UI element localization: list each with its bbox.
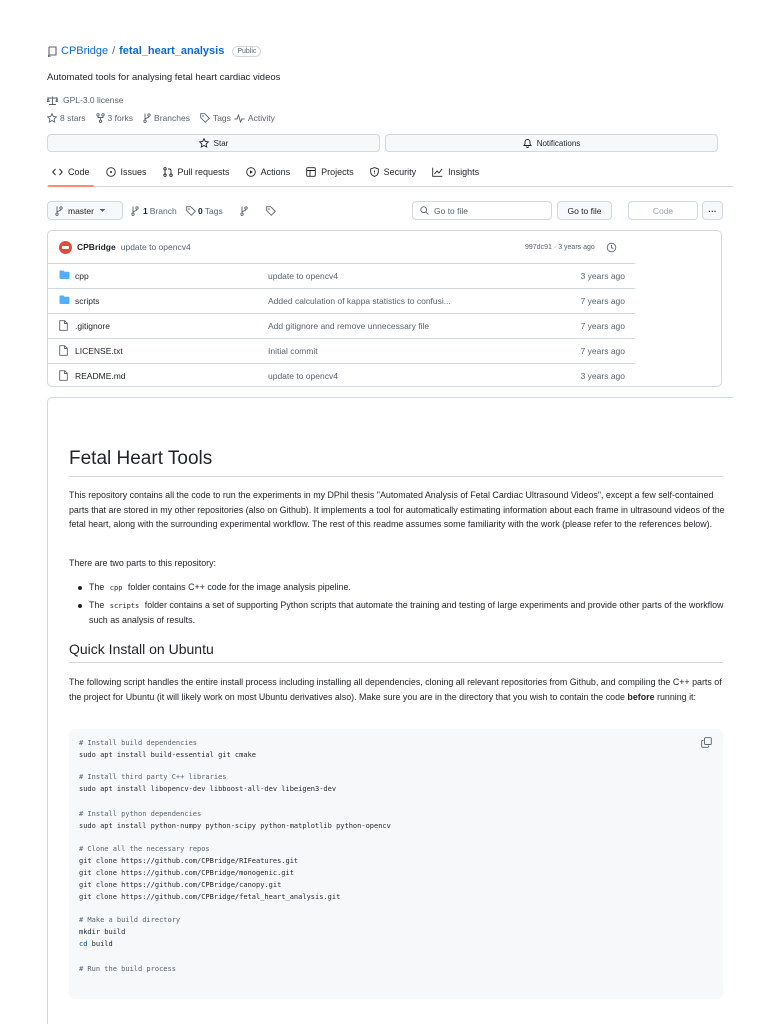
branches-label: Branches [154,113,190,123]
go-to-file-search[interactable] [412,201,552,220]
file-commit-message[interactable]: update to opencv4 [268,371,338,381]
pulse-icon [234,114,245,123]
folder-icon [59,270,70,279]
tag-icon [200,113,210,123]
file-age: 3 years ago [580,371,625,381]
code-icon [52,168,63,176]
tab-insights[interactable] [432,158,479,186]
branches-link[interactable] [143,113,190,123]
commit-hash[interactable]: 997dc91 [525,243,552,251]
bullet-text: folder contains C++ code for the image analysis pipeline. [127,582,351,592]
forks-count: 3 forks [107,113,134,123]
search-icon [420,206,429,215]
repo-separator: / [112,45,116,57]
tab-projects-label: Projects [321,167,354,177]
code-button-label: Code [652,205,674,216]
file-commit-message[interactable]: Initial commit [268,346,318,356]
file-age: 3 years ago [580,271,625,281]
kebab-icon: ··· [708,205,717,216]
file-age: 7 years ago [580,296,625,306]
play-icon [246,167,256,177]
bullet-text: The [89,599,105,610]
file-row[interactable] [48,363,635,388]
file-name[interactable]: cpp [75,271,89,281]
list-item [69,598,725,628]
repo-description: Automated tools for analysing fetal heart cardiac videos [47,72,281,83]
go-to-file-button[interactable] [557,201,612,220]
code-line: sudo apt install build-essential git cmake [79,751,257,759]
tab-security[interactable] [370,158,417,186]
star-icon [199,138,209,148]
branch-selector[interactable] [47,201,123,220]
code-line: mkdir build [79,928,126,936]
stars-link[interactable] [47,113,86,123]
file-row[interactable] [48,263,635,288]
readme-intro: This repository contains all the code to run the experiments in my DPhil thesis "Automated Analysis of Fetal Cardiac Ultrasound Videos", except a few self-contained parts that are stored in my other repositories (also on Github). It implements a tool for automatically estimating information about each frame in ultrasound videos of the fetal heart, along with the surrounding experimental workflow. The rest of this readme assumes some familiarity with the work (please refer to the references below). [69,490,725,530]
forks-link[interactable] [96,113,134,123]
file-row[interactable] [48,313,635,338]
branch-count-label: Branch [149,205,177,216]
tag-count: 0 [198,205,203,216]
notifications-button-label: Notifications [536,138,581,148]
code-line: sudo apt install libopencv-dev libboost-all-dev libeigen3-dev [79,785,337,793]
install-text-bold: before [627,691,655,702]
bell-icon [523,138,532,148]
tab-actions[interactable] [246,158,291,186]
activity-label: Activity [247,113,275,123]
install-text: running it: [657,691,696,702]
code-line: sudo apt install python-numpy python-scipy python-matplotlib python-opencv [79,822,391,830]
readme-panel [47,397,733,1024]
code-arg: build [91,940,113,948]
tab-pull-requests[interactable] [163,158,230,186]
branch-name: master [68,205,94,216]
stars-count: 8 stars [60,113,86,123]
readme-title: Fetal Heart Tools [69,448,723,477]
file-name[interactable]: README.md [75,371,126,381]
branch-icon [143,113,151,123]
file-commit-message[interactable]: Added calculation of kappa statistics to confusi... [268,296,451,306]
code-line: git clone https://github.com/CPBridge/fetal_heart_analysis.git [79,893,341,901]
tab-security-label: Security [383,167,417,177]
repo-icon [47,46,57,57]
license-label: GPL-3.0 license [63,95,124,105]
repo-nav-tabs [47,158,733,187]
commit-age: 3 years ago [558,243,595,251]
tab-code-label: Code [68,167,90,177]
file-browser [47,230,722,387]
tag-count-label: Tags [204,205,223,216]
bullet-text: The [89,582,105,592]
file-commit-message[interactable]: update to opencv4 [268,271,338,281]
code-comment: # Clone all the necessary repos [79,845,210,853]
commit-meta [525,231,617,263]
install-text: The following script handles the entire install process including installing all dependencies, cloning all relevant repositories from Github, and compiling the C++ parts of the project for Ubuntu (it will likely work on most Ubuntu derivatives also). Make sure you are in the directory that you wish to contain the code [69,677,722,702]
more-options-button[interactable] [702,201,723,220]
history-icon[interactable] [606,242,617,253]
pull-request-icon [163,167,173,177]
file-name[interactable]: scripts [75,296,100,306]
install-code-block [69,729,723,999]
avatar[interactable] [59,241,72,254]
branches-count-link[interactable] [131,201,177,220]
code-line: git clone https://github.com/CPBridge/RIFeatures.git [79,857,299,865]
file-icon [59,345,68,356]
star-icon [47,113,57,123]
file-name[interactable]: LICENSE.txt [75,346,123,356]
file-icon [59,320,68,331]
tags-count-link[interactable] [186,201,223,220]
code-line: git clone https://github.com/CPBridge/monogenic.git [79,869,294,877]
tab-actions-label: Actions [260,167,291,177]
code-comment: # Install third party C++ libraries [79,773,227,781]
notifications-button[interactable] [385,134,718,152]
file-commit-message[interactable]: Add gitignore and remove unnecessary file [268,321,430,331]
file-age: 7 years ago [580,321,625,331]
chevron-down-icon [99,208,106,213]
go-to-file-placeholder: Go to file [434,205,469,216]
graph-icon [432,167,443,177]
issue-icon [106,167,116,177]
tab-insights-label: Insights [448,167,480,177]
tag-compact-button[interactable] [266,201,276,220]
branch-compact-button[interactable] [240,201,248,220]
fork-icon [96,113,105,123]
code-comment: # Install build dependencies [79,739,198,747]
code-comment: # Make a build directory [79,916,181,924]
branch-icon [240,206,248,216]
tab-pull-requests-label: Pull requests [177,167,230,177]
star-button-label: Star [213,138,229,148]
folder-icon [59,295,70,304]
branch-icon [55,206,63,216]
commit-message[interactable]: update to opencv4 [120,242,191,252]
shield-icon [370,167,379,177]
commit-author[interactable]: CPBridge [77,242,116,252]
code-comment: # Install python dependencies [79,810,202,818]
readme-parts-list [69,580,725,630]
file-age: 7 years ago [580,346,625,356]
repo-title [47,45,261,57]
code-line: git clone https://github.com/CPBridge/canopy.git [79,881,282,889]
activity-link[interactable] [234,113,275,123]
repo-owner-link[interactable]: CPBridge [61,45,109,57]
tag-icon [266,206,276,216]
tab-code[interactable] [52,158,90,186]
code-dropdown-button[interactable] [628,201,698,220]
table-icon [306,167,316,177]
tags-link[interactable] [200,113,231,123]
readme-install-heading: Quick Install on Ubuntu [69,641,723,663]
visibility-badge: Public [232,46,261,57]
file-row[interactable] [48,338,635,363]
commit-separator: · [553,243,557,251]
copy-icon[interactable] [701,737,712,748]
tags-label: Tags [212,113,231,123]
bullet-text: folder contains a set of supporting Python scripts that automate the training and testing of large experiments and provide other parts of the workflow such as analysis of results. [89,599,724,626]
inline-code: cpp [109,584,123,592]
branch-count: 1 [143,205,148,216]
readme-install-text [69,675,725,704]
code-keyword: cd [79,940,88,948]
star-button[interactable] [47,134,380,152]
repo-name-link[interactable]: fetal_heart_analysis [119,45,225,57]
code-line [79,940,113,948]
go-to-file-button-label: Go to file [567,205,602,216]
file-row[interactable] [48,288,635,313]
tab-issues-label: Issues [120,167,147,177]
license-link[interactable] [47,95,123,105]
branch-icon [131,206,139,216]
inline-code: scripts [109,601,140,610]
file-icon [59,370,68,381]
readme-parts-intro: There are two parts to this repository: [69,558,216,568]
law-icon [47,96,58,105]
list-item [69,580,725,596]
tag-icon [186,206,196,216]
tab-projects[interactable] [306,158,354,186]
file-name[interactable]: .gitignore [75,321,110,331]
tab-issues[interactable] [106,158,147,186]
repo-meta-row [47,113,275,123]
code-comment: # Run the build process [79,965,176,973]
